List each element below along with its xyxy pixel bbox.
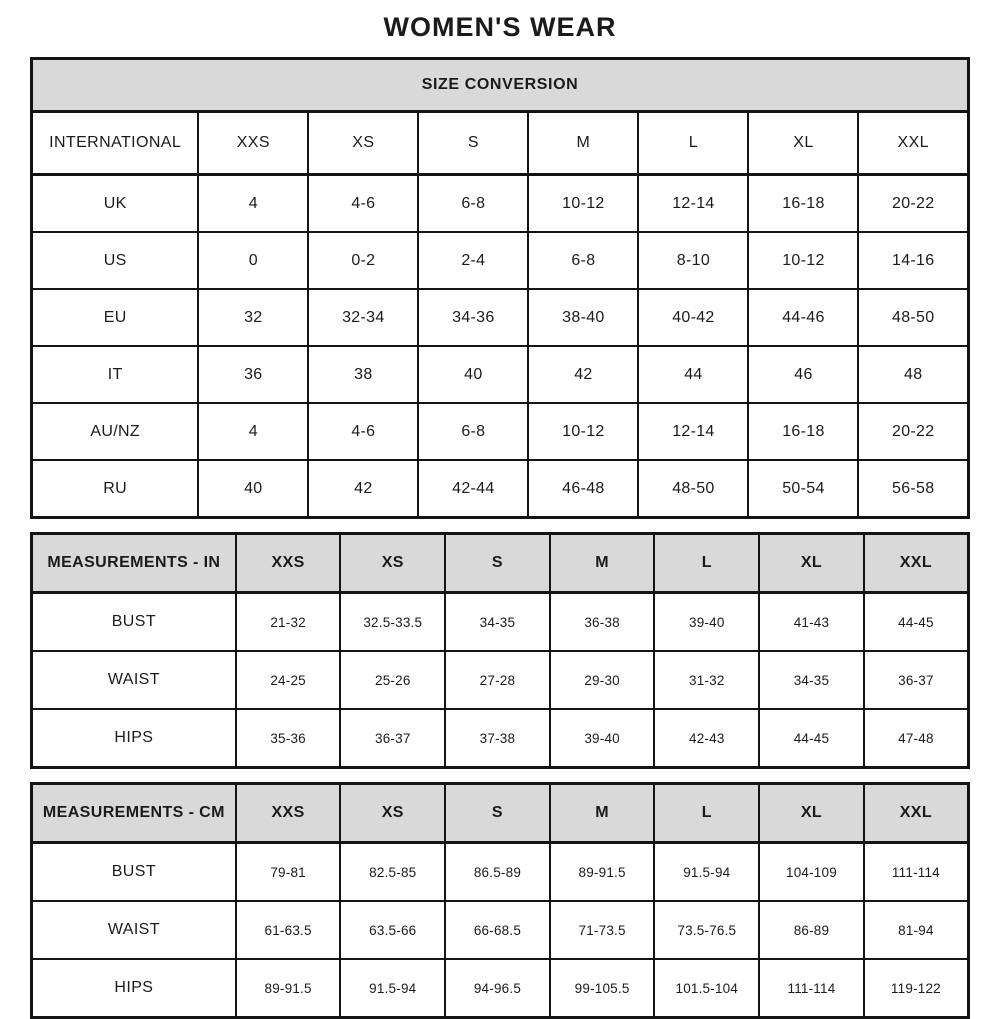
- table-row: [32, 175, 969, 233]
- value-cell: 16-18: [748, 403, 858, 460]
- value-cell: 27-28: [445, 651, 550, 709]
- value-cell: 25-26: [340, 651, 445, 709]
- corner-header-cell: INTERNATIONAL: [32, 112, 199, 175]
- value-cell: 41-43: [759, 593, 864, 652]
- value-cell: 40-42: [638, 289, 748, 346]
- value-cell: 6-8: [418, 403, 528, 460]
- value-cell: 40: [418, 346, 528, 403]
- row-label-cell: HIPS: [32, 709, 236, 768]
- row-label-cell: HIPS: [32, 959, 236, 1018]
- value-cell: 32: [198, 289, 308, 346]
- size-header-cell: XXL: [864, 534, 969, 593]
- page-title: WOMEN'S WEAR: [383, 12, 617, 42]
- value-cell: 86.5-89: [445, 843, 550, 902]
- size-header-cell: XS: [340, 784, 445, 843]
- value-cell: 36-37: [864, 651, 969, 709]
- row-label-cell: WAIST: [32, 901, 236, 959]
- row-label-cell: IT: [32, 346, 199, 403]
- table-row: [32, 651, 969, 709]
- size-header-cell: XXL: [858, 112, 968, 175]
- size-header-cell: XXL: [864, 784, 969, 843]
- value-cell: 10-12: [748, 232, 858, 289]
- table-row: [32, 593, 969, 652]
- size-header-cell: S: [445, 784, 550, 843]
- size-header-cell: XXS: [236, 784, 341, 843]
- value-cell: 42-44: [418, 460, 528, 518]
- value-cell: 40: [198, 460, 308, 518]
- value-cell: 32-34: [308, 289, 418, 346]
- table-row: [32, 289, 969, 346]
- value-cell: 35-36: [236, 709, 341, 768]
- value-cell: 4-6: [308, 403, 418, 460]
- value-cell: 38-40: [528, 289, 638, 346]
- value-cell: 48-50: [858, 289, 968, 346]
- size-conversion-table: [30, 57, 970, 519]
- value-cell: 21-32: [236, 593, 341, 652]
- value-cell: 46-48: [528, 460, 638, 518]
- value-cell: 71-73.5: [550, 901, 655, 959]
- value-cell: 4-6: [308, 175, 418, 233]
- value-cell: 36: [198, 346, 308, 403]
- value-cell: 48-50: [638, 460, 748, 518]
- value-cell: 0-2: [308, 232, 418, 289]
- size-header-cell: XL: [759, 784, 864, 843]
- value-cell: 34-35: [759, 651, 864, 709]
- value-cell: 42-43: [654, 709, 759, 768]
- value-cell: 101.5-104: [654, 959, 759, 1018]
- value-cell: 47-48: [864, 709, 969, 768]
- row-label-cell: UK: [32, 175, 199, 233]
- value-cell: 44-45: [864, 593, 969, 652]
- value-cell: 4: [198, 403, 308, 460]
- value-cell: 31-32: [654, 651, 759, 709]
- value-cell: 79-81: [236, 843, 341, 902]
- row-label-cell: BUST: [32, 593, 236, 652]
- value-cell: 12-14: [638, 403, 748, 460]
- size-header-cell: L: [654, 534, 759, 593]
- column-header-row: [32, 784, 969, 843]
- value-cell: 86-89: [759, 901, 864, 959]
- value-cell: 89-91.5: [550, 843, 655, 902]
- measurements-in-table: [30, 532, 970, 769]
- value-cell: 39-40: [550, 709, 655, 768]
- column-header-row: [32, 534, 969, 593]
- value-cell: 34-35: [445, 593, 550, 652]
- value-cell: 42: [308, 460, 418, 518]
- value-cell: 6-8: [418, 175, 528, 233]
- value-cell: 39-40: [654, 593, 759, 652]
- value-cell: 2-4: [418, 232, 528, 289]
- value-cell: 48: [858, 346, 968, 403]
- row-label-cell: WAIST: [32, 651, 236, 709]
- column-header-row: [32, 112, 969, 175]
- value-cell: 10-12: [528, 403, 638, 460]
- size-header-cell: XS: [308, 112, 418, 175]
- value-cell: 14-16: [858, 232, 968, 289]
- table-row: [32, 959, 969, 1018]
- size-header-cell: XXS: [236, 534, 341, 593]
- table-row: [32, 403, 969, 460]
- value-cell: 81-94: [864, 901, 969, 959]
- value-cell: 89-91.5: [236, 959, 341, 1018]
- measurements-cm-table: [30, 782, 970, 1019]
- value-cell: 16-18: [748, 175, 858, 233]
- value-cell: 0: [198, 232, 308, 289]
- table-row: [32, 460, 969, 518]
- table-row: [32, 709, 969, 768]
- value-cell: 29-30: [550, 651, 655, 709]
- value-cell: 34-36: [418, 289, 528, 346]
- value-cell: 94-96.5: [445, 959, 550, 1018]
- value-cell: 38: [308, 346, 418, 403]
- size-header-cell: S: [418, 112, 528, 175]
- size-header-cell: XXS: [198, 112, 308, 175]
- value-cell: 91.5-94: [340, 959, 445, 1018]
- value-cell: 99-105.5: [550, 959, 655, 1018]
- value-cell: 44: [638, 346, 748, 403]
- size-header-cell: XL: [759, 534, 864, 593]
- value-cell: 73.5-76.5: [654, 901, 759, 959]
- value-cell: 42: [528, 346, 638, 403]
- value-cell: 36-37: [340, 709, 445, 768]
- size-header-cell: M: [528, 112, 638, 175]
- size-header-cell: L: [654, 784, 759, 843]
- value-cell: 20-22: [858, 403, 968, 460]
- table-row: [32, 843, 969, 902]
- value-cell: 8-10: [638, 232, 748, 289]
- value-cell: 12-14: [638, 175, 748, 233]
- value-cell: 44-46: [748, 289, 858, 346]
- row-label-cell: AU/NZ: [32, 403, 199, 460]
- size-header-cell: L: [638, 112, 748, 175]
- size-header-cell: XS: [340, 534, 445, 593]
- value-cell: 111-114: [759, 959, 864, 1018]
- row-label-cell: US: [32, 232, 199, 289]
- row-label-cell: BUST: [32, 843, 236, 902]
- row-label-cell: EU: [32, 289, 199, 346]
- value-cell: 91.5-94: [654, 843, 759, 902]
- corner-header-cell: MEASUREMENTS - IN: [32, 534, 236, 593]
- value-cell: 32.5-33.5: [340, 593, 445, 652]
- table-row: [32, 232, 969, 289]
- size-header-cell: S: [445, 534, 550, 593]
- value-cell: 10-12: [528, 175, 638, 233]
- value-cell: 104-109: [759, 843, 864, 902]
- table-row: [32, 901, 969, 959]
- section-banner-row: [32, 59, 969, 112]
- value-cell: 119-122: [864, 959, 969, 1018]
- value-cell: 50-54: [748, 460, 858, 518]
- value-cell: 44-45: [759, 709, 864, 768]
- value-cell: 111-114: [864, 843, 969, 902]
- value-cell: 82.5-85: [340, 843, 445, 902]
- value-cell: 61-63.5: [236, 901, 341, 959]
- value-cell: 4: [198, 175, 308, 233]
- value-cell: 37-38: [445, 709, 550, 768]
- corner-header-cell: MEASUREMENTS - CM: [32, 784, 236, 843]
- size-header-cell: XL: [748, 112, 858, 175]
- value-cell: 46: [748, 346, 858, 403]
- row-label-cell: RU: [32, 460, 199, 518]
- value-cell: 63.5-66: [340, 901, 445, 959]
- value-cell: 20-22: [858, 175, 968, 233]
- value-cell: 66-68.5: [445, 901, 550, 959]
- size-header-cell: M: [550, 534, 655, 593]
- value-cell: 6-8: [528, 232, 638, 289]
- section-banner-title: SIZE CONVERSION: [32, 59, 969, 112]
- value-cell: 24-25: [236, 651, 341, 709]
- value-cell: 36-38: [550, 593, 655, 652]
- value-cell: 56-58: [858, 460, 968, 518]
- table-row: [32, 346, 969, 403]
- size-header-cell: M: [550, 784, 655, 843]
